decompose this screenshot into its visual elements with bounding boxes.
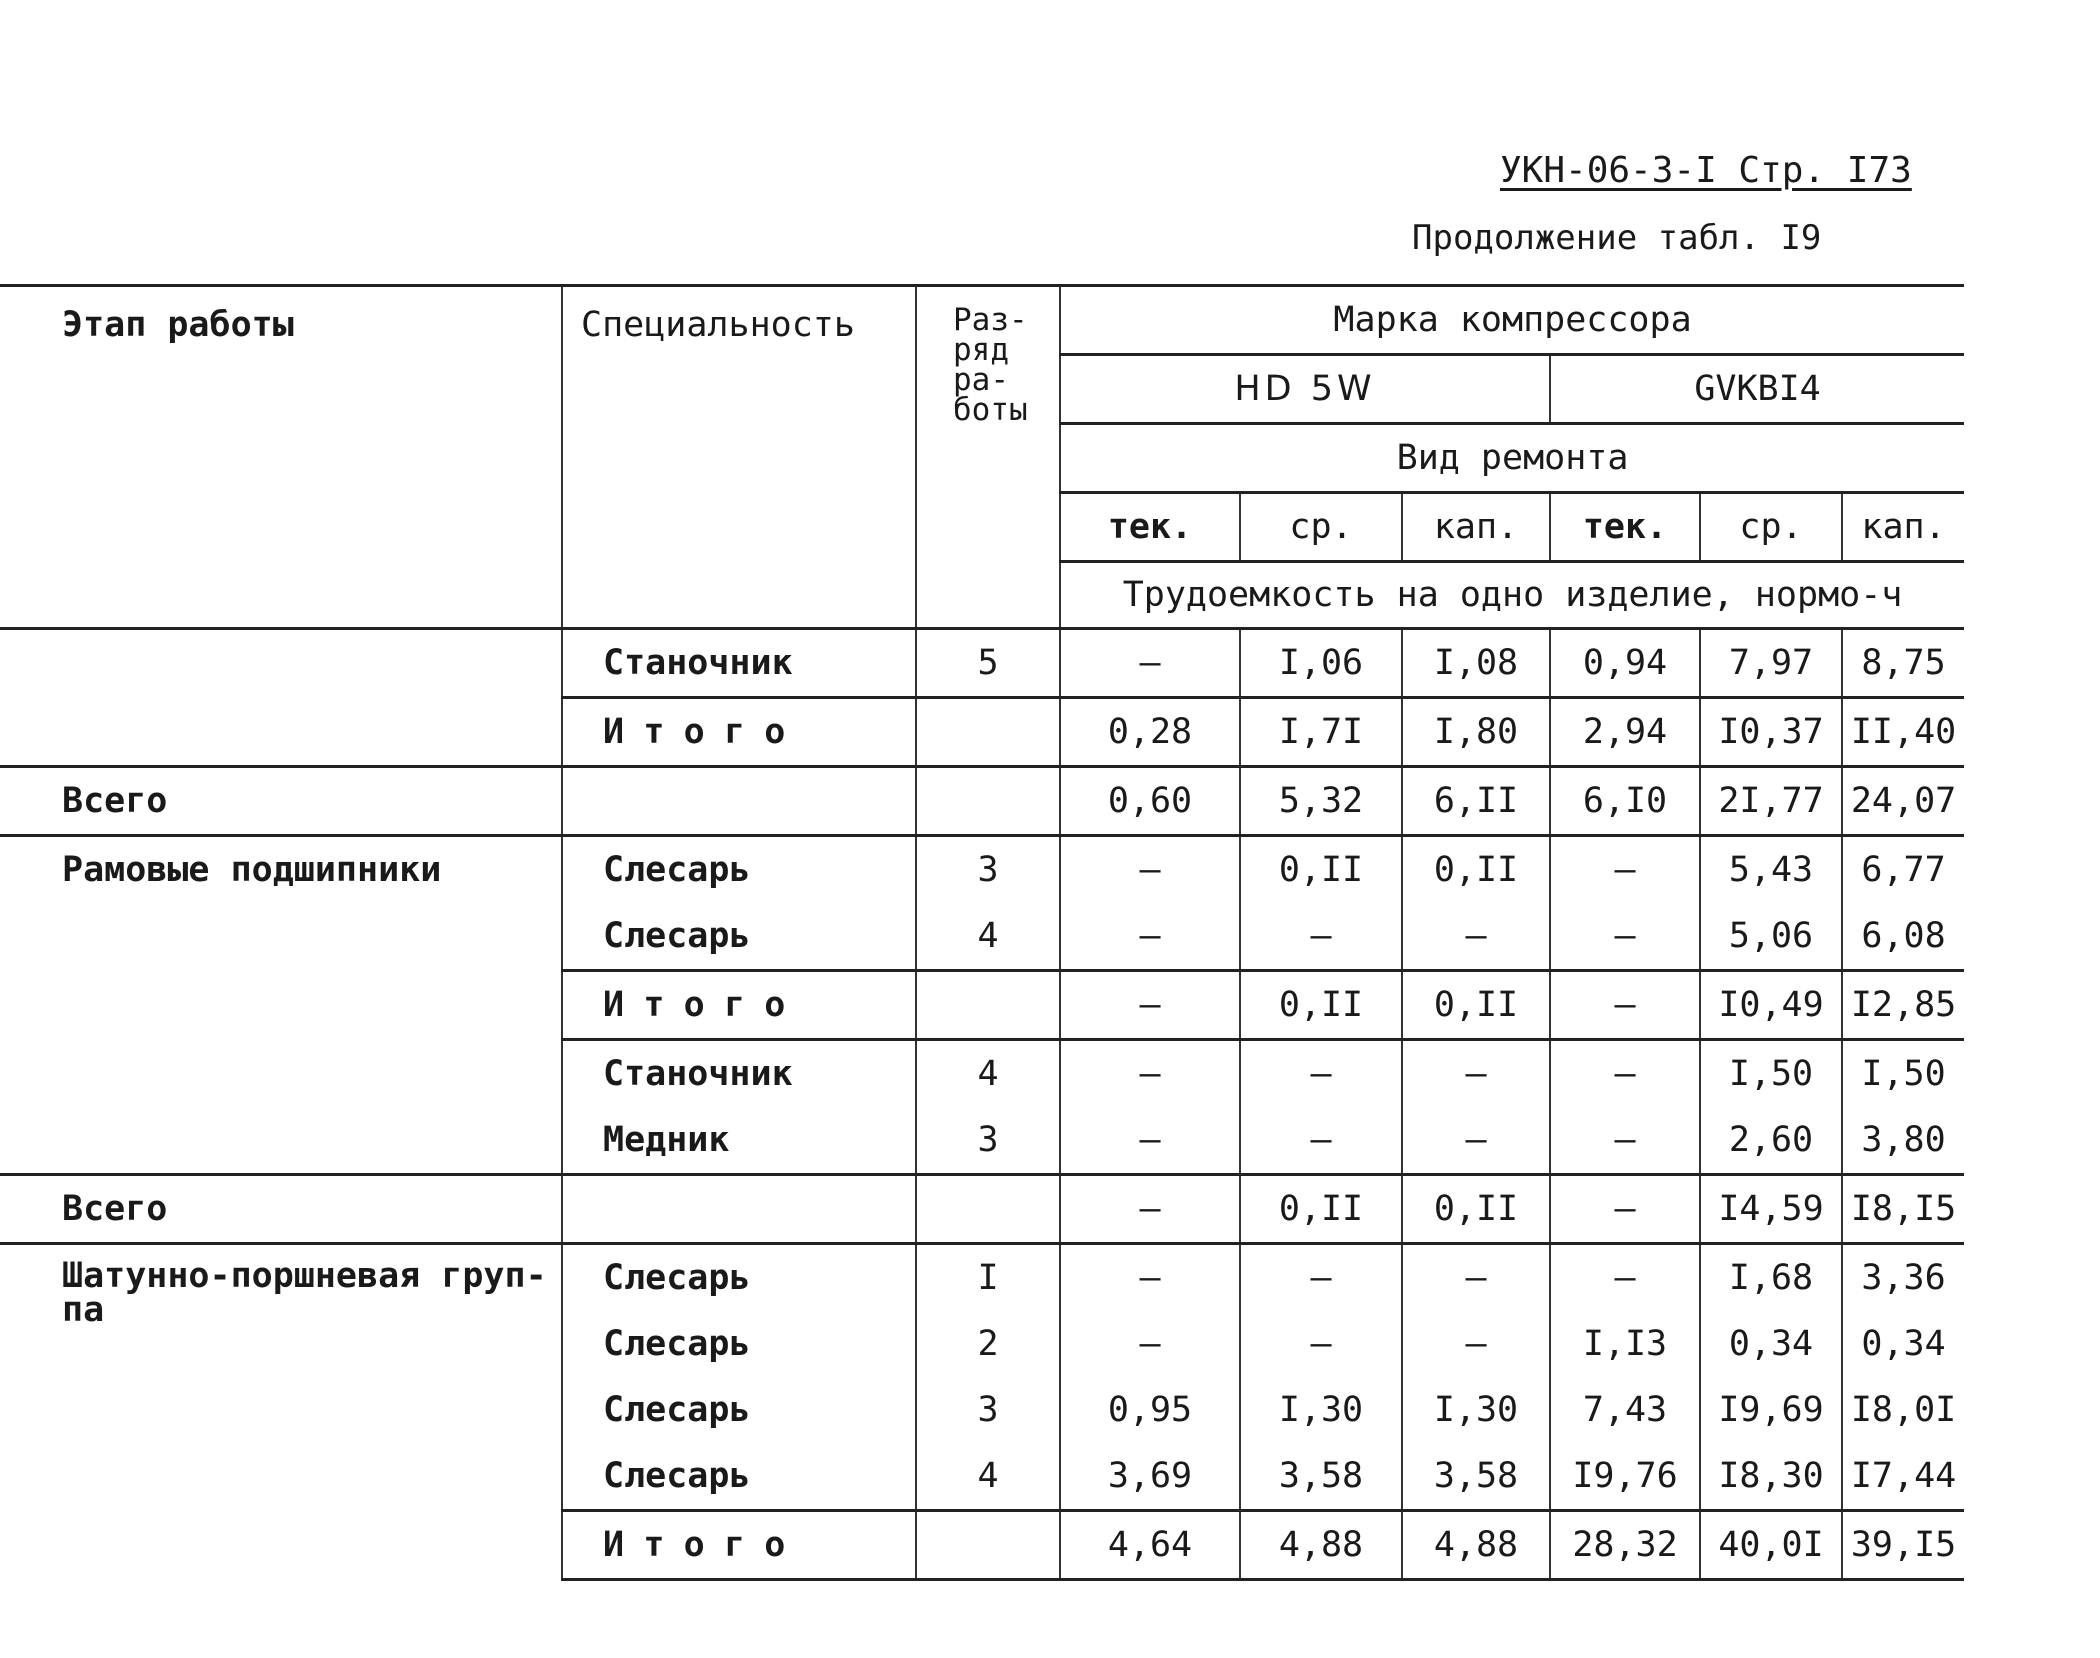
value-cell: 0,II xyxy=(1240,1175,1402,1244)
total-label-cell: Итого xyxy=(562,971,916,1040)
table-row xyxy=(0,1040,1964,1108)
value-cell: 8,75 xyxy=(1842,629,1964,698)
specialty-cell: Слесарь xyxy=(562,1311,916,1377)
header-row-1 xyxy=(0,286,1964,355)
header-grade-line: Раз- xyxy=(953,302,1028,338)
table-row xyxy=(0,1175,1964,1244)
specialty-cell: Слесарь xyxy=(562,903,916,971)
value-cell: 4,64 xyxy=(1060,1511,1240,1580)
grade-cell: 3 xyxy=(916,836,1060,904)
stage-cell xyxy=(0,1040,562,1108)
value-cell: – xyxy=(1060,1175,1240,1244)
value-cell: I,30 xyxy=(1240,1377,1402,1443)
value-cell: I8,I5 xyxy=(1842,1175,1964,1244)
table-row xyxy=(0,971,1964,1040)
value-cell: 3,58 xyxy=(1240,1443,1402,1511)
stage-cell xyxy=(0,1511,562,1580)
header-brand-2: GVKBI4 xyxy=(1550,355,1964,424)
value-cell: 4,88 xyxy=(1402,1511,1550,1580)
value-cell: – xyxy=(1060,1311,1240,1377)
grade-cell xyxy=(916,698,1060,767)
table-row xyxy=(0,698,1964,767)
value-cell: I,80 xyxy=(1402,698,1550,767)
value-cell: I4,59 xyxy=(1700,1175,1842,1244)
value-cell: I,50 xyxy=(1842,1040,1964,1108)
value-cell: – xyxy=(1402,1311,1550,1377)
header-grade-line: ра- xyxy=(953,362,1009,398)
value-cell: 0,II xyxy=(1402,971,1550,1040)
value-cell: 2I,77 xyxy=(1700,767,1842,836)
value-cell: – xyxy=(1550,1244,1700,1312)
value-cell: 6,II xyxy=(1402,767,1550,836)
specialty-cell: Слесарь xyxy=(562,1244,916,1312)
value-cell: – xyxy=(1550,971,1700,1040)
value-cell: – xyxy=(1240,1311,1402,1377)
table-row xyxy=(0,629,1964,698)
value-cell: II,40 xyxy=(1842,698,1964,767)
value-cell: 0,II xyxy=(1240,971,1402,1040)
table-row xyxy=(0,767,1964,836)
grade-cell xyxy=(916,971,1060,1040)
value-cell: – xyxy=(1550,1107,1700,1175)
value-cell: – xyxy=(1060,1107,1240,1175)
header-grade-line: боты xyxy=(953,392,1028,428)
labor-table xyxy=(0,284,1964,1581)
total-label-cell: Итого xyxy=(562,698,916,767)
value-cell: – xyxy=(1240,1040,1402,1108)
value-cell: 24,07 xyxy=(1842,767,1964,836)
value-cell: – xyxy=(1060,629,1240,698)
table-row xyxy=(0,903,1964,971)
value-cell: I0,37 xyxy=(1700,698,1842,767)
value-cell: 6,08 xyxy=(1842,903,1964,971)
stage-cell: Всего xyxy=(62,1189,168,1229)
stage-cell xyxy=(0,903,562,971)
specialty-cell: Станочник xyxy=(562,629,916,698)
value-cell: – xyxy=(1240,1107,1402,1175)
header-grade-line: ряд xyxy=(953,332,1009,368)
value-cell: I8,30 xyxy=(1700,1443,1842,1511)
value-cell: 0,95 xyxy=(1060,1377,1240,1443)
value-cell: I9,69 xyxy=(1700,1377,1842,1443)
specialty-cell xyxy=(562,1175,916,1244)
value-cell: I,I3 xyxy=(1550,1311,1700,1377)
header-repair-col: кап. xyxy=(1842,493,1964,562)
specialty-cell xyxy=(562,767,916,836)
grade-cell xyxy=(916,1175,1060,1244)
table-caption: Продолжение табл. I9 xyxy=(1412,218,1822,258)
grade-cell: I xyxy=(916,1244,1060,1312)
value-cell: 0,28 xyxy=(1060,698,1240,767)
stage-cell xyxy=(0,1107,562,1175)
value-cell: I8,0I xyxy=(1842,1377,1964,1443)
value-cell: I,30 xyxy=(1402,1377,1550,1443)
value-cell: I,08 xyxy=(1402,629,1550,698)
value-cell: 3,36 xyxy=(1842,1244,1964,1312)
value-cell: I7,44 xyxy=(1842,1443,1964,1511)
stage-cell: Всего xyxy=(62,781,168,821)
value-cell: – xyxy=(1060,903,1240,971)
grade-cell: 3 xyxy=(916,1377,1060,1443)
value-cell: I9,76 xyxy=(1550,1443,1700,1511)
grade-cell: 4 xyxy=(916,1443,1060,1511)
value-cell: – xyxy=(1550,903,1700,971)
grade-cell: 2 xyxy=(916,1311,1060,1377)
value-cell: 7,97 xyxy=(1700,629,1842,698)
value-cell: 6,I0 xyxy=(1550,767,1700,836)
header-repair-col: ср. xyxy=(1700,493,1842,562)
specialty-cell: Медник xyxy=(562,1107,916,1175)
total-label-cell: Итого xyxy=(562,1511,916,1580)
header-repair-type: Вид ремонта xyxy=(1060,424,1964,493)
value-cell: I,06 xyxy=(1240,629,1402,698)
value-cell: 3,69 xyxy=(1060,1443,1240,1511)
value-cell: 0,34 xyxy=(1842,1311,1964,1377)
grade-cell xyxy=(916,1511,1060,1580)
value-cell: – xyxy=(1402,903,1550,971)
value-cell: 40,0I xyxy=(1700,1511,1842,1580)
value-cell: 7,43 xyxy=(1550,1377,1700,1443)
value-cell: 0,II xyxy=(1240,836,1402,904)
specialty-cell: Станочник xyxy=(562,1040,916,1108)
stage-cell: Шатунно-поршневая груп-па xyxy=(62,1256,547,1330)
value-cell: 3,80 xyxy=(1842,1107,1964,1175)
header-compressor-brand: Марка компрессора xyxy=(1060,286,1964,355)
value-cell: 0,II xyxy=(1402,836,1550,904)
value-cell: I,7I xyxy=(1240,698,1402,767)
header-grade xyxy=(916,286,1060,629)
header-specialty: Специальность xyxy=(562,286,916,629)
value-cell: I2,85 xyxy=(1842,971,1964,1040)
specialty-cell: Слесарь xyxy=(562,1377,916,1443)
header-repair-col: ср. xyxy=(1240,493,1402,562)
value-cell: – xyxy=(1060,1040,1240,1108)
grade-cell: 4 xyxy=(916,903,1060,971)
value-cell: I,68 xyxy=(1700,1244,1842,1312)
value-cell: 2,94 xyxy=(1550,698,1700,767)
specialty-cell: Слесарь xyxy=(562,1443,916,1511)
grade-cell: 4 xyxy=(916,1040,1060,1108)
value-cell: 39,I5 xyxy=(1842,1511,1964,1580)
header-brand-1: HD 5W xyxy=(1060,355,1550,424)
value-cell: – xyxy=(1240,1244,1402,1312)
value-cell: – xyxy=(1060,1244,1240,1312)
value-cell: – xyxy=(1060,836,1240,904)
specialty-cell: Слесарь xyxy=(562,836,916,904)
stage-cell xyxy=(0,698,562,767)
value-cell: 6,77 xyxy=(1842,836,1964,904)
value-cell: – xyxy=(1402,1107,1550,1175)
value-cell: 0,60 xyxy=(1060,767,1240,836)
value-cell: 0,II xyxy=(1402,1175,1550,1244)
page-identifier: УКН-06-3-I Стр. I73 xyxy=(1500,150,1912,191)
header-repair-col: тек. xyxy=(1550,493,1700,562)
value-cell: 4,88 xyxy=(1240,1511,1402,1580)
value-cell: 0,34 xyxy=(1700,1311,1842,1377)
value-cell: – xyxy=(1550,1040,1700,1108)
table-row xyxy=(0,1244,1964,1312)
value-cell: – xyxy=(1240,903,1402,971)
labor-table-container xyxy=(0,284,1964,1581)
value-cell: 28,32 xyxy=(1550,1511,1700,1580)
grade-cell xyxy=(916,767,1060,836)
value-cell: 2,60 xyxy=(1700,1107,1842,1175)
value-cell: 5,06 xyxy=(1700,903,1842,971)
value-cell: I,50 xyxy=(1700,1040,1842,1108)
header-repair-col: тек. xyxy=(1060,493,1240,562)
value-cell: 3,58 xyxy=(1402,1443,1550,1511)
value-cell: I0,49 xyxy=(1700,971,1842,1040)
table-row xyxy=(0,1107,1964,1175)
stage-cell: Рамовые подшипники xyxy=(62,850,442,890)
value-cell: – xyxy=(1402,1040,1550,1108)
value-cell: – xyxy=(1060,971,1240,1040)
stage-cell xyxy=(0,629,562,698)
value-cell: 5,43 xyxy=(1700,836,1842,904)
value-cell: 0,94 xyxy=(1550,629,1700,698)
header-repair-col: кап. xyxy=(1402,493,1550,562)
value-cell: – xyxy=(1402,1244,1550,1312)
value-cell: – xyxy=(1550,836,1700,904)
value-cell: 5,32 xyxy=(1240,767,1402,836)
grade-cell: 3 xyxy=(916,1107,1060,1175)
grade-cell: 5 xyxy=(916,629,1060,698)
header-stage: Этап работы xyxy=(62,305,294,345)
table-row xyxy=(0,1511,1964,1580)
stage-cell xyxy=(0,971,562,1040)
header-labor: Трудоемкость на одно изделие, нормо-ч xyxy=(1060,562,1964,629)
value-cell: – xyxy=(1550,1175,1700,1244)
table-row xyxy=(0,836,1964,904)
